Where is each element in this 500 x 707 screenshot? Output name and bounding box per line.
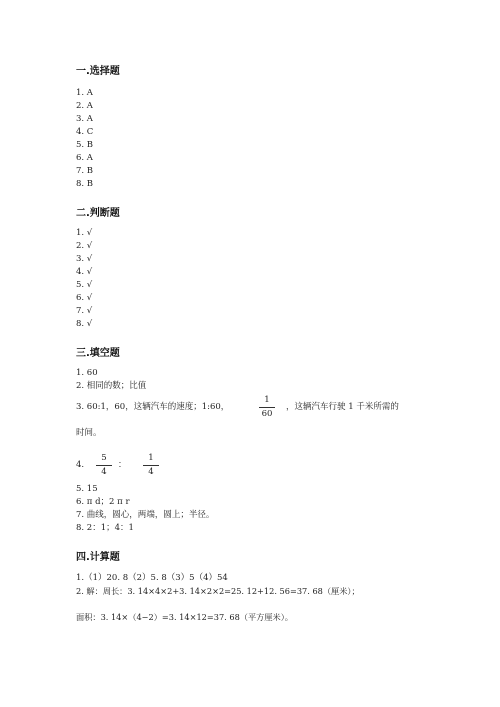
fill-answer-3-part-b: ，这辆汽车行驶 1 千米所需的	[286, 402, 399, 412]
judgment-answer-7: 7. √	[76, 306, 93, 316]
section-title-fill-blank: 三.填空题	[76, 348, 120, 359]
judgment-answer-2: 2. √	[76, 241, 93, 251]
judgment-answer-4: 4. √	[76, 267, 93, 277]
choice-answer-3: 3. A	[76, 114, 93, 124]
ratio-colon: ：	[118, 460, 127, 470]
fraction-bar	[143, 465, 159, 466]
fill-answer-3-part-a: 3. 60:1，60，这辆汽车的速度；1:60，	[76, 402, 230, 412]
fraction-numerator: 5	[101, 453, 107, 463]
section-title-choice: 一.选择题	[76, 66, 120, 77]
fraction-1-4	[143, 453, 159, 478]
judgment-answer-3: 3. √	[76, 254, 93, 264]
fill-answer-7: 7. 曲线，圆心，两端，圆上；半径。	[76, 510, 215, 520]
fraction-numerator: 1	[264, 395, 270, 405]
section-title-calculation: 四.计算题	[76, 552, 120, 563]
fraction-numerator: 1	[148, 453, 154, 463]
choice-answer-2: 2. A	[76, 101, 93, 111]
fill-answer-6: 6. π d；2 π r	[76, 497, 130, 507]
fraction-bar	[96, 465, 112, 466]
choice-answer-8: 8. B	[76, 179, 94, 189]
fill-answer-8: 8. 2：1；4：1	[76, 523, 134, 533]
fraction-bar	[259, 407, 275, 408]
judgment-answer-6: 6. √	[76, 293, 93, 303]
fill-answer-5: 5. 15	[76, 484, 98, 494]
fill-answer-2: 2. 相同的数；比值	[76, 381, 147, 391]
calc-answer-1: 1.（1）20. 8（2）5. 8（3）5（4）54	[76, 573, 228, 583]
calc-answer-2: 2. 解：周长：3. 14×4×2+3. 14×2×2=25. 12+12. 56=37. 68（厘米）；	[76, 586, 360, 596]
fraction-denominator: 4	[101, 467, 107, 477]
fill-answer-4-label: 4.	[76, 460, 85, 470]
fill-answer-1: 1. 60	[76, 368, 98, 378]
judgment-answer-1: 1. √	[76, 228, 93, 238]
choice-answer-5: 5. B	[76, 140, 94, 150]
fraction-1-60	[259, 395, 275, 420]
choice-answer-7: 7. B	[76, 166, 94, 176]
calc-answer-2-area: 面积：3. 14×（4−2）=3. 14×12=37. 68（平方厘米）。	[76, 612, 293, 622]
choice-answer-4: 4. C	[76, 127, 94, 137]
choice-answer-6: 6. A	[76, 153, 93, 163]
fraction-5-4	[96, 453, 112, 478]
judgment-answer-5: 5. √	[76, 280, 93, 290]
fraction-denominator: 4	[148, 467, 154, 477]
fill-answer-3-part-c: 时间。	[76, 428, 102, 438]
judgment-answer-8: 8. √	[76, 319, 93, 329]
choice-answer-1: 1. A	[76, 88, 93, 98]
fraction-denominator: 60	[261, 409, 273, 419]
section-title-judgment: 二.判断题	[76, 208, 120, 219]
